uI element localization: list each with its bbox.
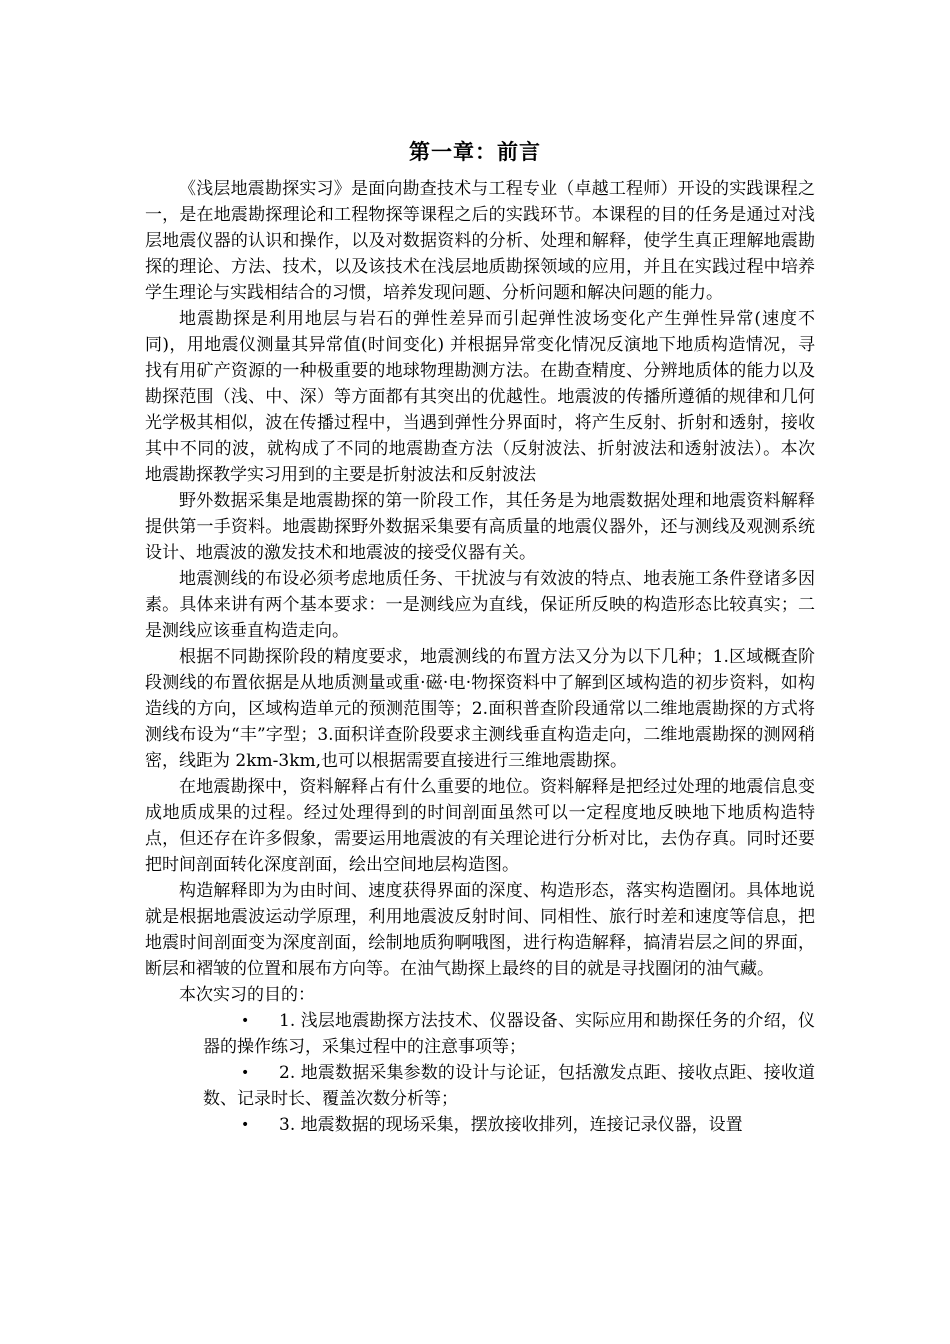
paragraph-intro: 《浅层地震勘探实习》是面向勘查技术与工程专业（卓越工程师）开设的实践课程之一，是在地震勘探理论和工程物探等课程之后的实践环节。本课程的目的任务是通过对浅层地震仪器的认识和操作，以及对数据资料的分析、处理和解释，使学生真正理解地震勘探的理论、方法、技术，以及该技术在浅层地质勘探领域的应用，并且在实践过程中培养学生理论与实践相结合的习惯，培养发现问题、分析问题和解决问题的能力。 bbox=[145, 179, 815, 303]
paragraph-data-interpretation: 在地震勘探中，资料解释占有什么重要的地位。资料解释是把经过处理的地震信息变成地质成果的过程。经过处理得到的时间剖面虽然可以一定程度地反映地下地质构造特点，但还存在许多假象，需要运用地震波的有关理论进行分析对比，去伪存真。同时还要把时间剖面转化深度剖面，绘出空间地层构造图。 bbox=[145, 777, 815, 875]
chapter-title: 第一章：前言 bbox=[409, 139, 541, 164]
list-item-text: 2. 地震数据采集参数的设计与论证，包括激发点距、接收点距、接收道数、记录时长、覆盖次数分析等； bbox=[203, 1063, 815, 1109]
list-item bbox=[145, 1008, 815, 1060]
paragraph-structural-interpretation: 构造解释即为为由时间、速度获得界面的深度、构造形态，落实构造圈闭。具体地说就是根据地震波运动学原理，利用地震波反射时间、同相性、旅行时差和速度等信息，把地震时间剖面变为深度剖面，绘制地质狗啊哦图，进行构造解释，搞清岩层之间的界面，断层和褶皱的位置和展布方向等。在油气勘探上最终的目的就是寻找圈闭的油气藏。 bbox=[145, 881, 815, 979]
objectives-list bbox=[145, 1008, 815, 1138]
bullet-icon: • bbox=[241, 1117, 250, 1133]
paragraph-seismic-exploration: 地震勘探是利用地层与岩石的弹性差异而引起弹性波场变化产生弹性异常(速度不同)，用地震仪测量其异常值(时间变化) 并根据异常变化情况反演地下地质构造情况，寻找有用矿产资源的一种极重要的地球物理勘测方法。在勘查精度、分辨地质体的能力以及勘探范围（浅、中、深）等方面都有其突出的优越性。地震波的传播所遵循的规律和几何光学极其相似，波在传播过程中，当遇到弹性分界面时，将产生反射、折射和透射，接收其中不同的波，就构成了不同的地震勘查方法（反射波法、折射波法和透射波法）。本次地震勘探教学实习用到的主要是折射波法和反射波法 bbox=[145, 309, 815, 485]
list-item bbox=[145, 1112, 815, 1138]
paragraph-field-acquisition: 野外数据采集是地震勘探的第一阶段工作，其任务是为地震数据处理和地震资料解释提供第一手资料。地震勘探野外数据采集要有高质量的地震仪器外，还与测线及观测系统设计、地震波的激发技术和地震波的接受仪器有关。 bbox=[145, 491, 815, 563]
document-body bbox=[145, 176, 815, 1138]
paragraph-objectives-heading: 本次实习的目的： bbox=[179, 985, 315, 1005]
list-item bbox=[145, 1060, 815, 1112]
bullet-icon: • bbox=[241, 1065, 250, 1081]
paragraph-survey-stages: 根据不同勘探阶段的精度要求，地震测线的布置方法又分为以下几种；1.区域概查阶段测线的布置依据是从地质测量或重·磁·电·物探资料中了解到区域构造的初步资料，如构造线的方向，区域构造单元的预测范围等；2.面积普查阶段通常以二维地震勘探的方式将测线布设为“丰”字型；3.面积详查阶段要求主测线垂直构造走向，二维地震勘探的测网稍密，线距为 2km-3km,也可以根据需要直接进行三维地震勘探。 bbox=[145, 647, 815, 771]
list-item-text: 1. 浅层地震勘探方法技术、仪器设备、实际应用和勘探任务的介绍，仪器的操作练习，采集过程中的注意事项等； bbox=[203, 1011, 815, 1057]
paragraph-survey-line-layout: 地震测线的布设必须考虑地质任务、干扰波与有效波的特点、地表施工条件登诸多因素。具体来讲有两个基本要求：一是测线应为直线，保证所反映的构造形态比较真实；二是测线应该垂直构造走向。 bbox=[145, 569, 815, 641]
list-item-text: 3. 地震数据的现场采集，摆放接收排列，连接记录仪器，设置 bbox=[279, 1115, 743, 1135]
bullet-icon: • bbox=[241, 1013, 250, 1029]
